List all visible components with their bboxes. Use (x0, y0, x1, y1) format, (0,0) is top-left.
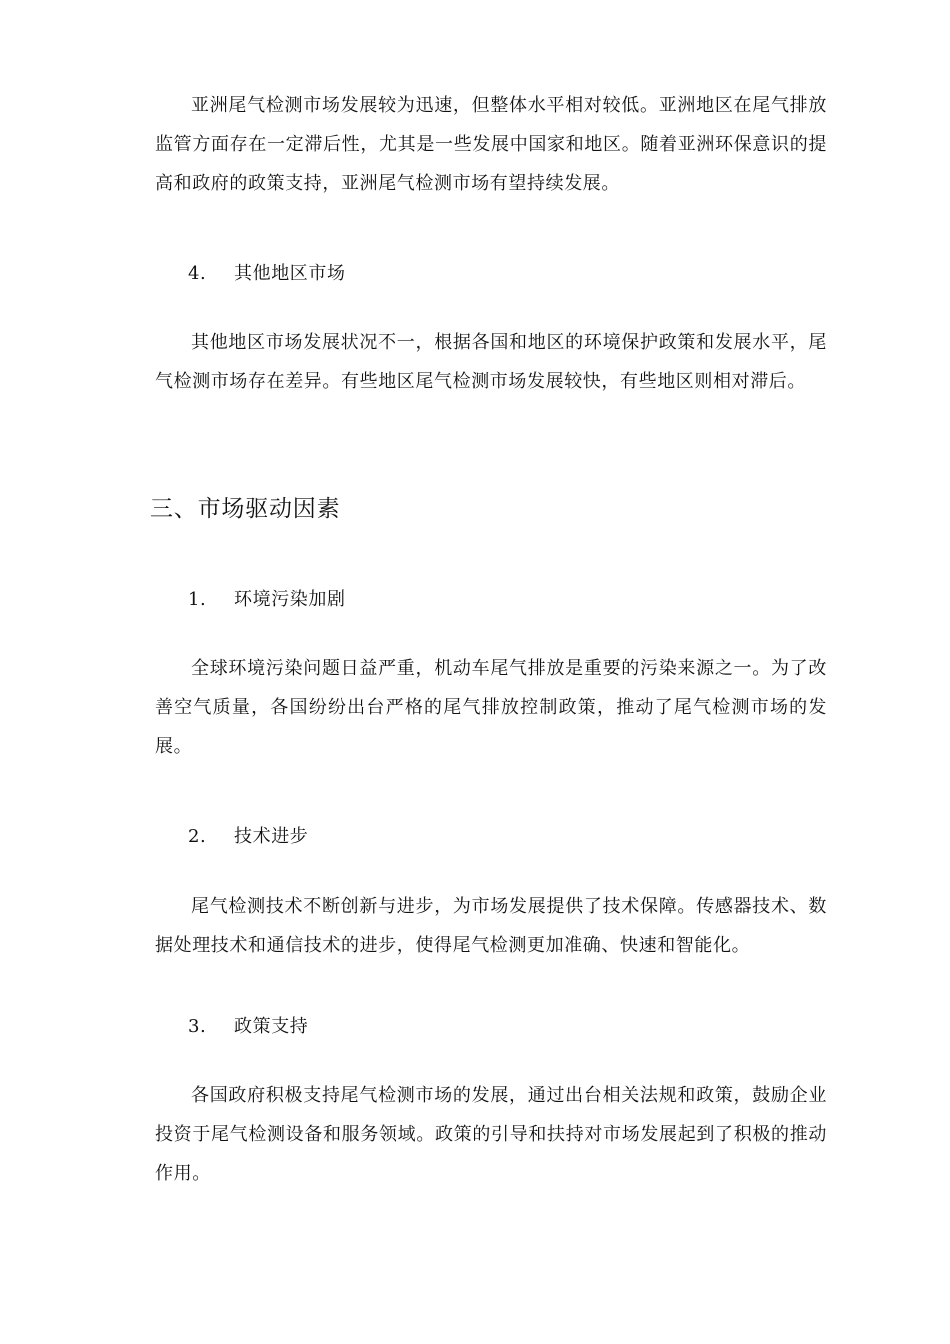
paragraph-tech-progress: 尾气检测技术不断创新与进步，为市场发展提供了技术保障。传感器技术、数据处理技术和通信技术的进步，使得尾气检测更加准确、快速和智能化。 (155, 896, 827, 956)
list-item-label: 技术进步 (234, 826, 309, 847)
section-heading-market-drivers: 三、市场驱动因素 (150, 496, 341, 522)
paragraph-asia-market: 亚洲尾气检测市场发展较为迅速，但整体水平相对较低。亚洲地区在尾气排放监管方面存在一定滞后性，尤其是一些发展中国家和地区。随着亚洲环保意识的提高和政府的政策支持，亚洲尾气检测市场有望持续发展。 (155, 95, 827, 194)
list-item-number: 4. (188, 263, 207, 284)
list-item-label: 其他地区市场 (234, 263, 346, 284)
list-item-other-regions (188, 261, 346, 287)
list-item-policy-support (188, 1014, 308, 1040)
list-item-number: 2. (188, 826, 207, 847)
paragraph-other-regions: 其他地区市场发展状况不一，根据各国和地区的环境保护政策和发展水平，尾气检测市场存在差异。有些地区尾气检测市场发展较快，有些地区则相对滞后。 (155, 332, 827, 392)
list-item-pollution (188, 587, 346, 613)
list-item-label: 政策支持 (234, 1016, 309, 1037)
list-item-tech-progress (188, 824, 308, 850)
list-item-label: 环境污染加剧 (234, 589, 346, 610)
paragraph-policy-support: 各国政府积极支持尾气检测市场的发展，通过出台相关法规和政策，鼓励企业投资于尾气检测设备和服务领域。政策的引导和扶持对市场发展起到了积极的推动作用。 (155, 1085, 827, 1184)
list-item-number: 1. (188, 589, 207, 610)
list-item-number: 3. (188, 1016, 207, 1037)
paragraph-pollution: 全球环境污染问题日益严重，机动车尾气排放是重要的污染来源之一。为了改善空气质量，各国纷纷出台严格的尾气排放控制政策，推动了尾气检测市场的发展。 (155, 658, 827, 757)
